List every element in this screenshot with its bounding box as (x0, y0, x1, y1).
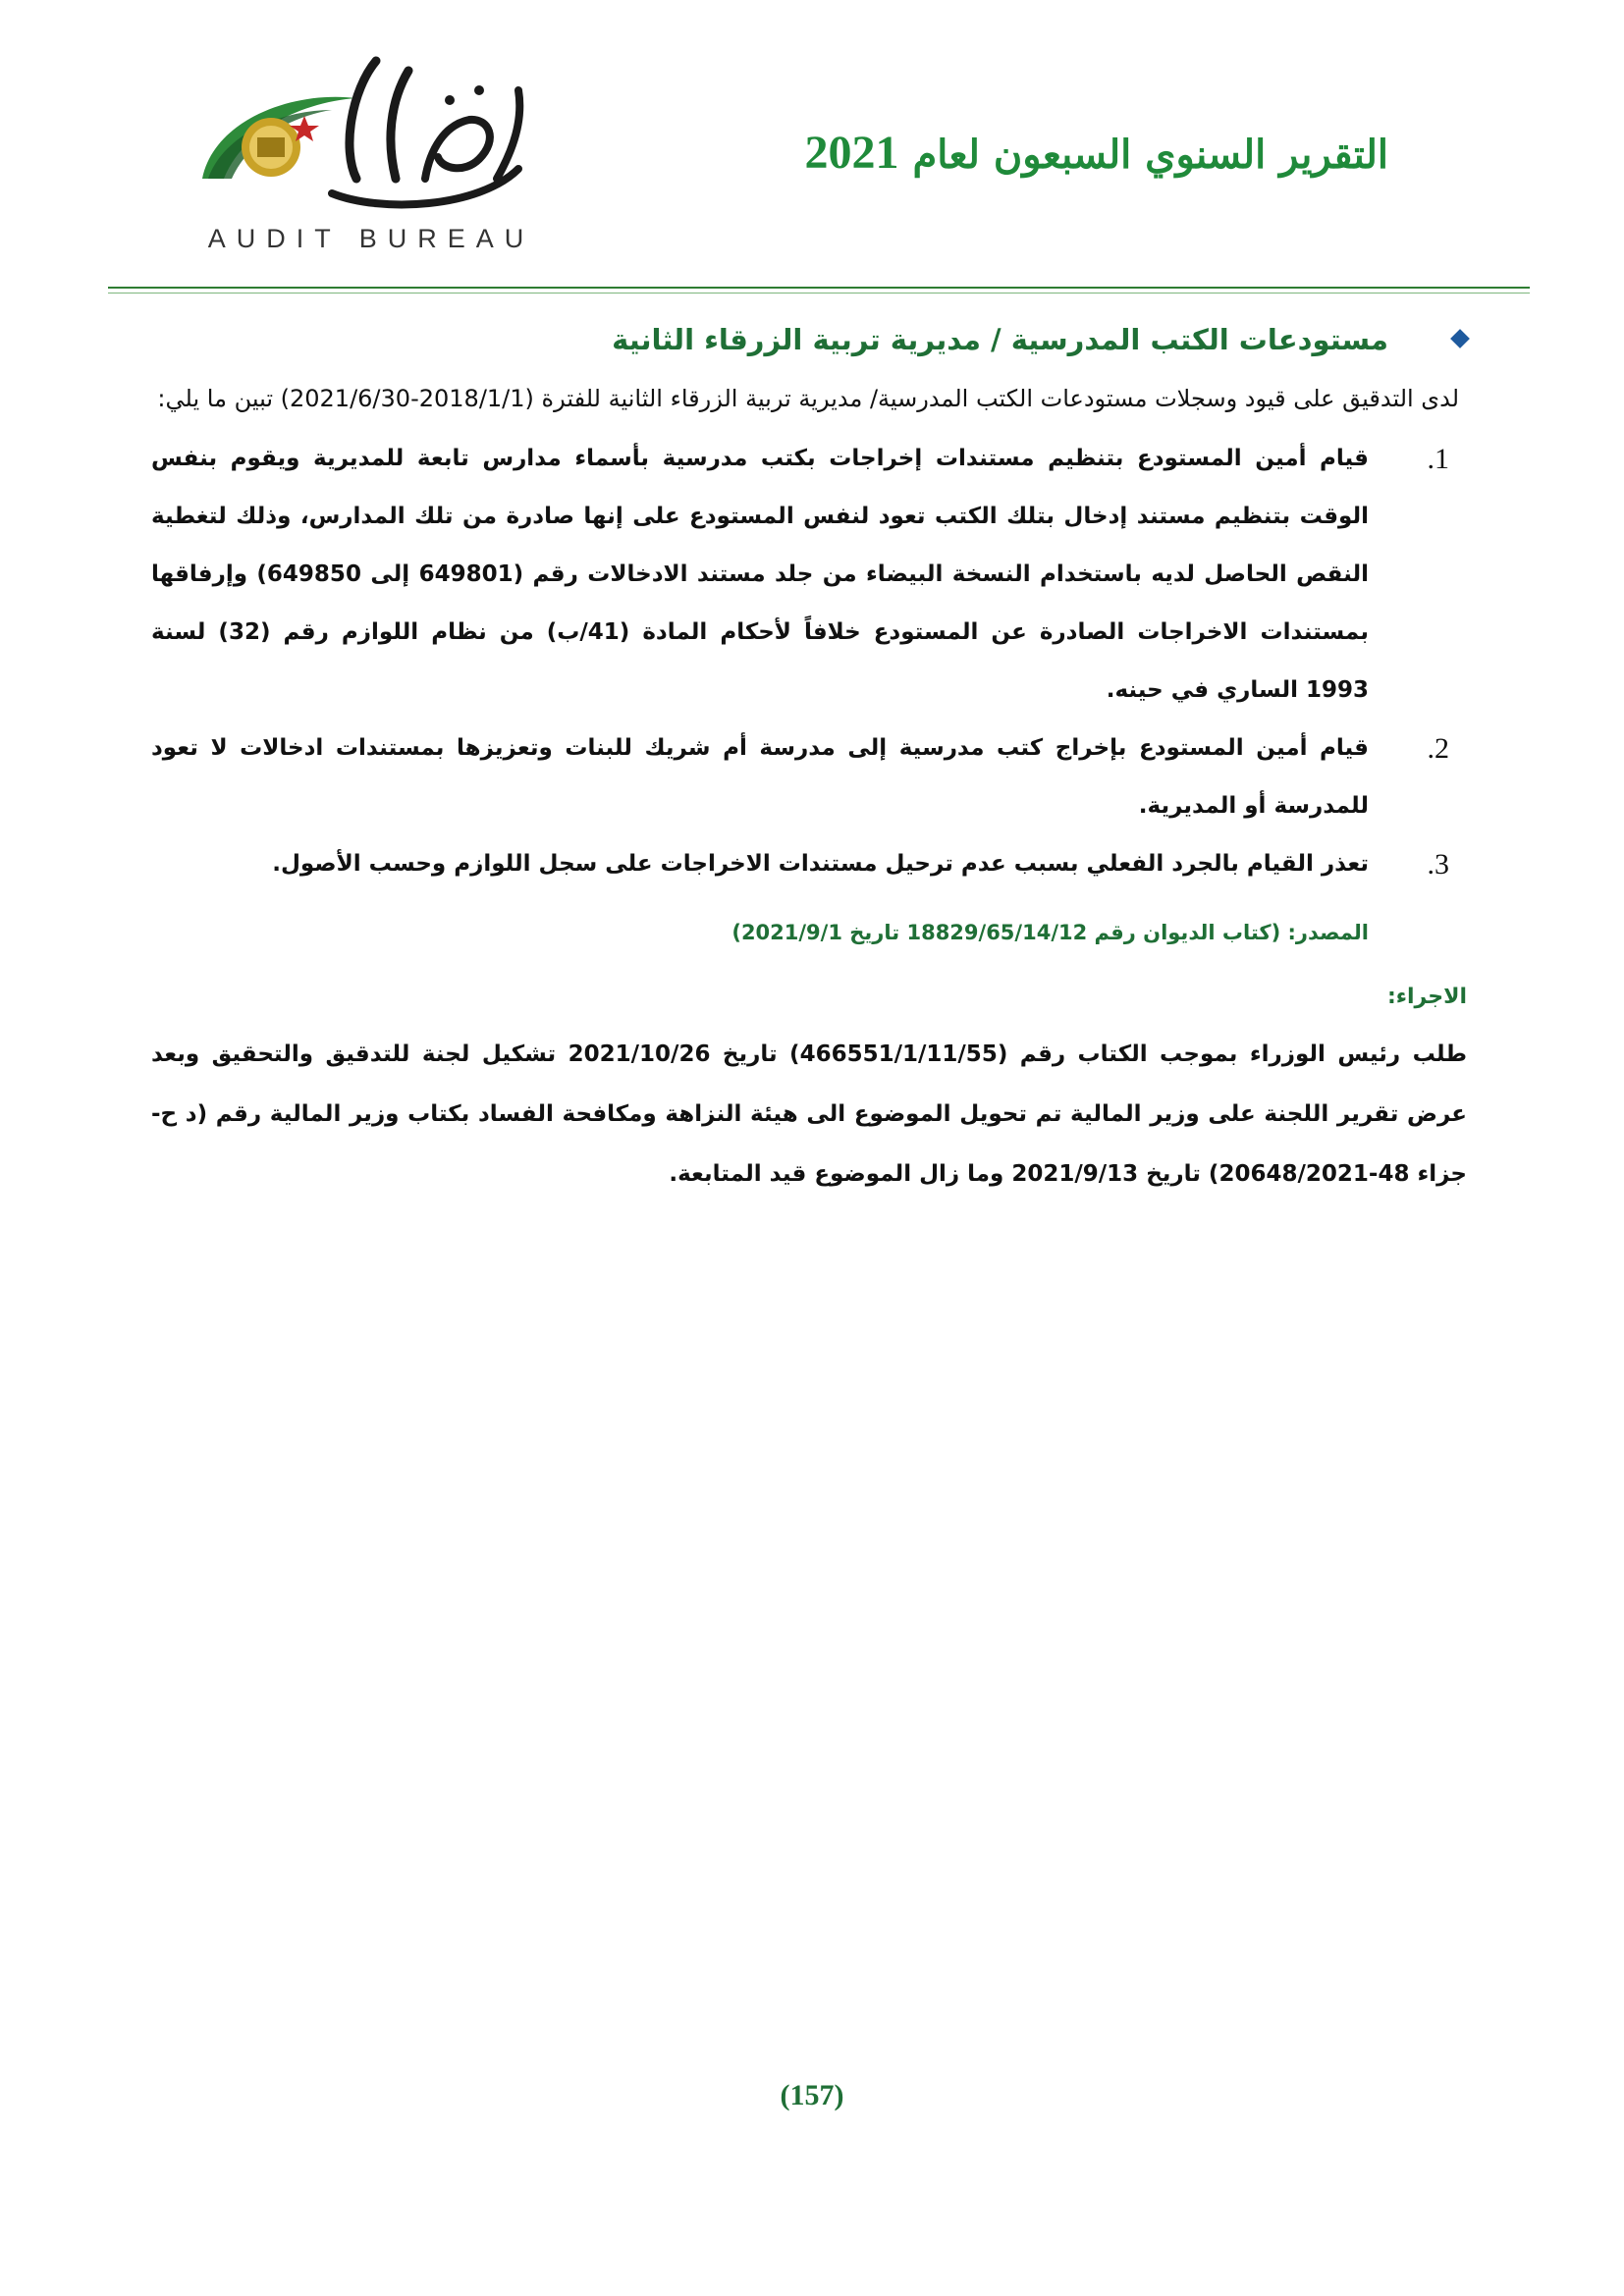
source-reference: المصدر: (كتاب الديوان رقم 18829/65/14/12 تاريخ 2021/9/1) (731, 921, 1369, 944)
report-title-text: التقرير السنوي السبعون لعام (912, 132, 1388, 178)
page-number: (157) (780, 2079, 844, 2111)
section-title: مستودعات الكتب المدرسية / مديرية تربية الزرقاء الثانية (612, 323, 1388, 356)
finding-number: 1. (1427, 443, 1449, 475)
list-item (151, 720, 1467, 835)
findings-list (151, 430, 1467, 893)
report-section (151, 314, 1467, 1204)
finding-number: 2. (1427, 732, 1449, 765)
list-item (151, 430, 1467, 720)
list-item (151, 835, 1467, 893)
logo-latin-text: AUDIT BUREAU (207, 224, 535, 253)
report-year: 2021 (804, 127, 899, 179)
intro-paragraph: لدى التدقيق على قيود وسجلات مستودعات الكتب المدرسية/ مديرية تربية الزرقاء الثانية للفترة (2018/1/1-2021/6/30) تبين ما يلي: (157, 385, 1459, 412)
action-paragraph: طلب رئيس الوزراء بموجب الكتاب رقم (466551/1/11/55) تاريخ 2021/10/26 تشكيل لجنة للتدقيق والتحقيق وبعد عرض تقرير اللجنة على وزير المالية تم تحويل الموضوع الى هيئة النزاهة ومكافحة الفساد بكتاب وزير المالية رقم (د ح-جزاء 48-20648/2021) تاريخ 2021/9/13 وما زال الموضوع قيد المتابعة. (151, 1041, 1467, 1187)
finding-number: 3. (1427, 848, 1449, 881)
logo-emblem-icon (185, 31, 558, 228)
section-heading (151, 314, 1467, 365)
finding-text: قيام أمين المستودع بتنظيم مستندات إخراجات بكتب مدرسية بأسماء مدارس تابعة للمديرية ويقوم بنفس الوقت بتنظيم مستند إدخال بتلك الكتب تعود لنفس المستودع على إنها صادرة من تلك المدارس، وذلك لتغطية النقص الحاصل لديه باستخدام النسخة البيضاء من جلد مستند الادخالات رقم (649801 إلى 649850) وإرفاقها بمستندات الاخراجات الصادرة عن المستودع خلافاً لأحكام المادة (41/ب) من نظام اللوازم رقم (32) لسنة 1993 الساري في حينه. (151, 446, 1369, 703)
page-header (0, 0, 1624, 294)
diamond-bullet-icon (1450, 329, 1470, 348)
report-title (805, 126, 1388, 180)
audit-bureau-logo (185, 31, 558, 257)
header-divider-secondary (108, 293, 1530, 294)
action-label: الاجراء: (1386, 985, 1467, 1009)
finding-text: قيام أمين المستودع بإخراج كتب مدرسية إلى مدرسة أم شريك للبنات وتعزيزها بمستندات ادخالات لا تعود للمدرسة أو المديرية. (151, 735, 1369, 819)
header-divider (108, 287, 1530, 289)
finding-text: تعذر القيام بالجرد الفعلي بسبب عدم ترحيل مستندات الاخراجات على سجل اللوازم وحسب الأصول. (272, 851, 1369, 877)
